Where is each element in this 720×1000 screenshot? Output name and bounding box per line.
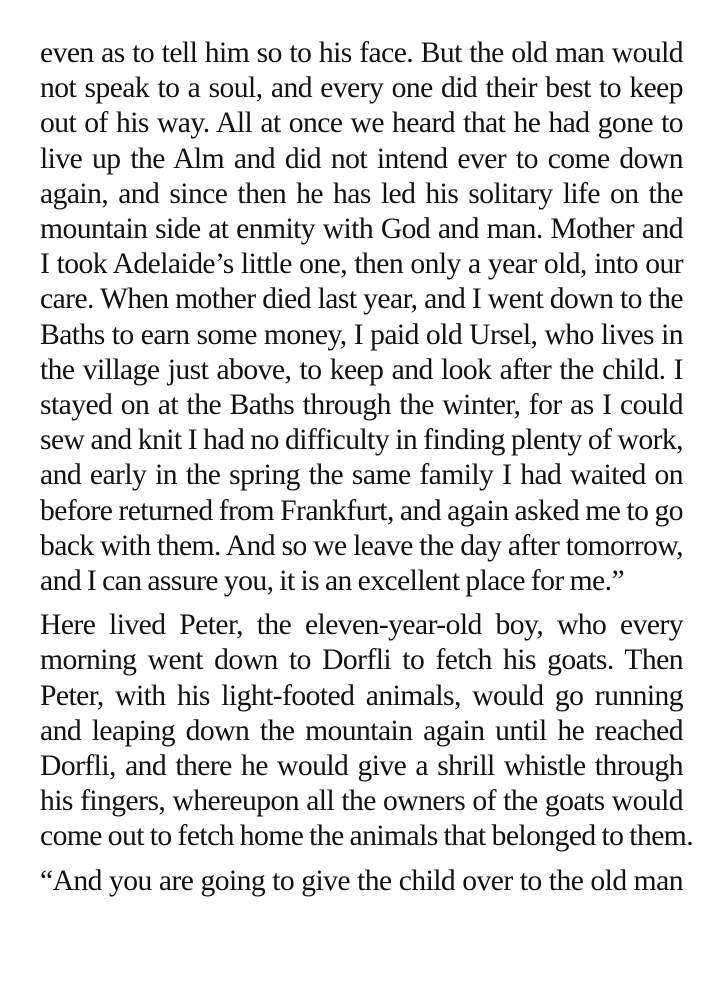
paragraph-3 bbox=[40, 864, 683, 899]
text-line: Dorfli, and there he would give a shrill whistle through bbox=[40, 750, 683, 783]
text-line: out of his way. All at once we heard that he had gone to bbox=[40, 107, 683, 140]
text-line: live up the Alm and did not intend ever to come down bbox=[40, 142, 683, 175]
text-line: and I can assure you, it is an excellent place for me.” bbox=[40, 565, 625, 598]
text-line: before returned from Frankfurt, and again asked me to go bbox=[40, 494, 683, 527]
text-line: and early in the spring the same family I had waited on bbox=[40, 459, 683, 492]
text-line: Baths to earn some money, I paid old Ursel, who lives in bbox=[40, 318, 683, 351]
text-line: come out to fetch home the animals that belonged to them. bbox=[40, 820, 694, 853]
text-line: not speak to a soul, and every one did their best to keep bbox=[40, 72, 683, 105]
text-line: stayed on at the Baths through the winter, for as I could bbox=[40, 389, 683, 422]
text-line: and leaping down the mountain again until he reached bbox=[40, 714, 683, 747]
text-line: even as to tell him so to his face. But the old man would bbox=[40, 37, 683, 69]
text-line: morning went down to Dorfli to fetch his goats. Then bbox=[40, 644, 683, 677]
text-line: his fingers, whereupon all the owners of the goats would bbox=[40, 785, 683, 818]
text-line: I took Adelaide’s little one, then only a year old, into our bbox=[40, 248, 683, 281]
text-line: “And you are going to give the child over to the old man bbox=[40, 864, 683, 897]
text-line: mountain side at enmity with God and man. Mother and bbox=[40, 213, 683, 246]
text-line: sew and knit I had no difficulty in finding plenty of work, bbox=[40, 424, 683, 457]
text-line: care. When mother died last year, and I went down to the bbox=[40, 283, 683, 316]
text-line: the village just above, to keep and look after the child. I bbox=[40, 353, 683, 386]
text-line: back with them. And so we leave the day after tomorrow, bbox=[40, 529, 683, 562]
paragraph-2 bbox=[40, 608, 694, 854]
text-line: Here lived Peter, the eleven-year-old boy, who every bbox=[40, 609, 683, 642]
text-line: Peter, with his light-footed animals, would go running bbox=[40, 679, 683, 712]
paragraph-1 bbox=[40, 36, 683, 599]
text-line: again, and since then he has led his solitary life on the bbox=[40, 177, 683, 210]
